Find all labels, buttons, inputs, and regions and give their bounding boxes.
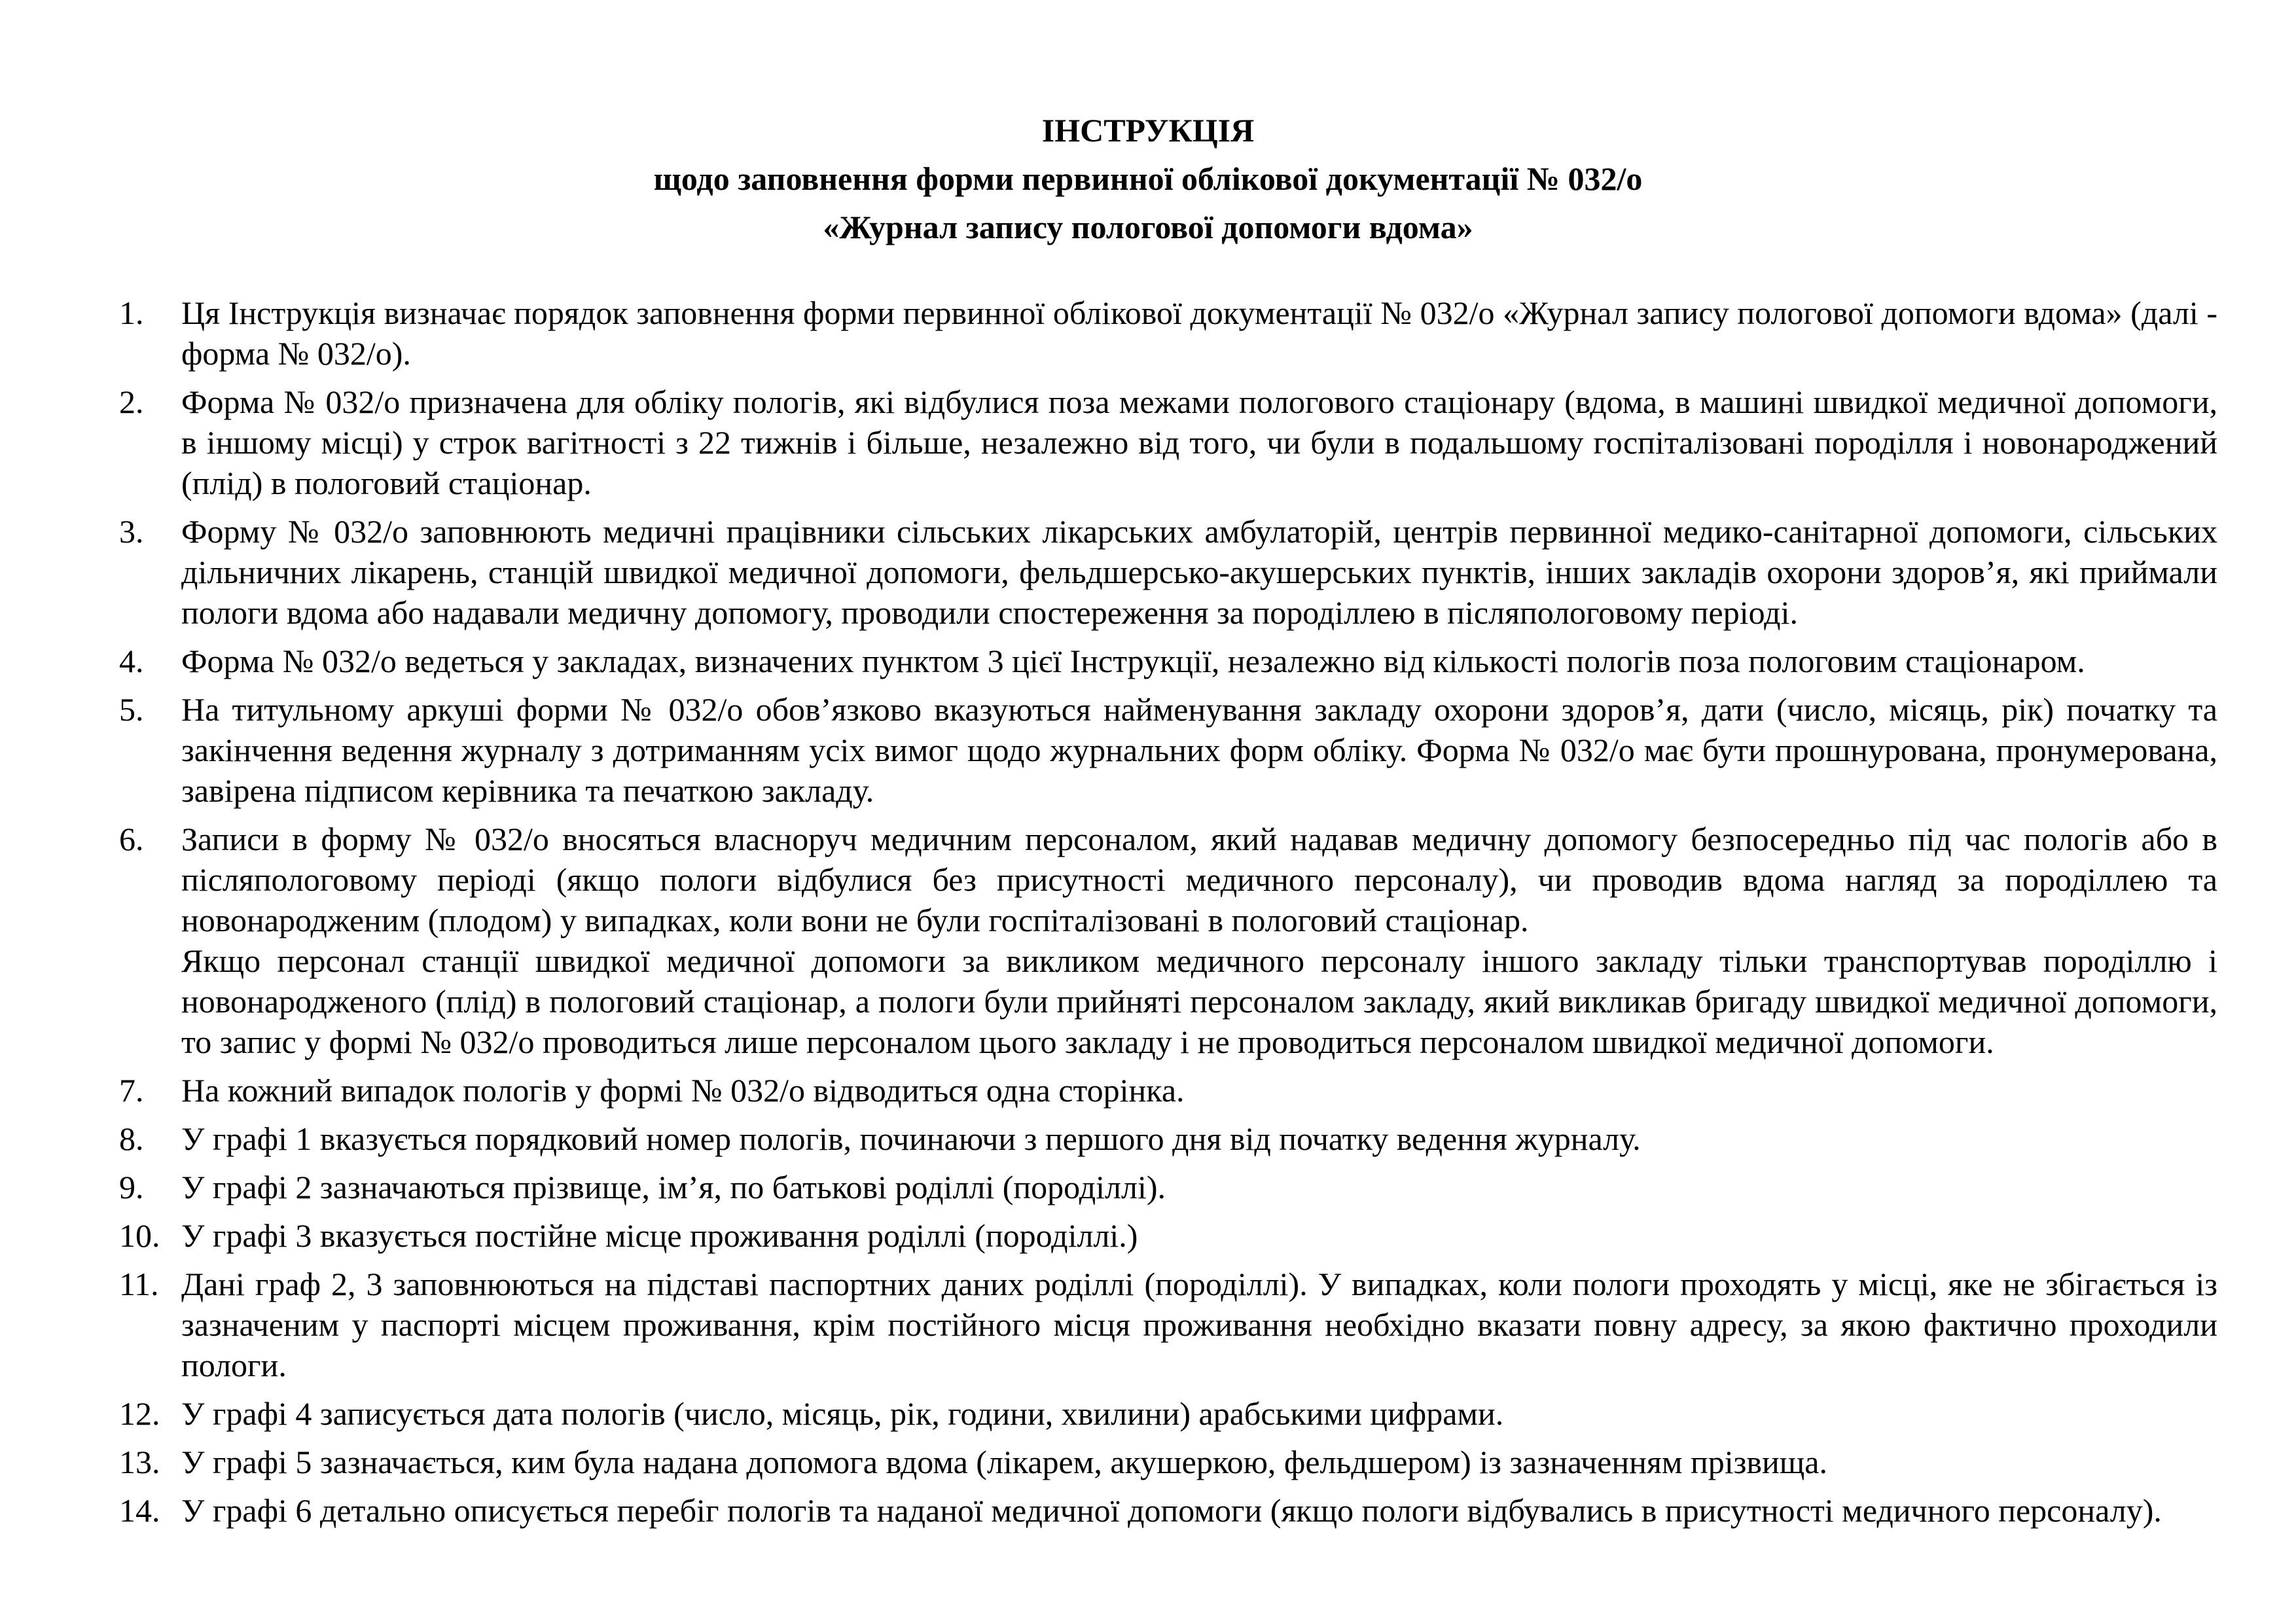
- item-body: [181, 1393, 2217, 1434]
- item-number: 3.: [119, 513, 144, 550]
- item-body: [181, 1215, 2217, 1256]
- item-body: [181, 1167, 2217, 1207]
- list-item: [119, 382, 2217, 503]
- title-line-1: ІНСТРУКЦІЯ: [1041, 112, 1255, 149]
- item-body: [181, 1490, 2217, 1531]
- list-item: [119, 1442, 2217, 1482]
- item-paragraph: На титульному аркуші форми № 032/о обов’язково вказуються найменування закладу охорони здоров’я, дати (число, місяць, рік) початку та закінчення ведення журналу з дотриманням усіх вимог щодо журнальних форм обліку. Форма № 032/о має бути прошнурована, пронумерована, завірена підписом керівника та печаткою закладу.: [181, 691, 2217, 809]
- item-number: 13.: [119, 1444, 160, 1480]
- item-paragraph: У графі 1 вказується порядковий номер пологів, починаючи з першого дня від початку ведення журналу.: [181, 1120, 1641, 1157]
- item-number: 1.: [119, 294, 144, 331]
- item-paragraph: На кожний випадок пологів у формі № 032/о відводиться одна сторінка.: [181, 1072, 1185, 1109]
- item-paragraph: У графі 4 записується дата пологів (число, місяць, рік, години, хвилини) арабськими цифрами.: [181, 1395, 1504, 1432]
- item-paragraph: У графі 2 зазначаються прізвище, ім’я, по батькові роділлі (породіллі).: [181, 1169, 1166, 1205]
- item-body: [181, 293, 2217, 374]
- item-body: [181, 382, 2217, 503]
- title-line-3: «Журнал запису пологової допомоги вдома»: [823, 209, 1473, 245]
- list-item: [119, 1070, 2217, 1111]
- list-item: [119, 1264, 2217, 1385]
- instruction-list: [119, 293, 2217, 1531]
- item-number: 2.: [119, 383, 144, 420]
- item-paragraph: У графі 6 детально описується перебіг пологів та наданої медичної допомоги (якщо пологи відбувались в присутності медичного персоналу).: [181, 1492, 2162, 1529]
- list-item: [119, 1167, 2217, 1207]
- item-number: 11.: [119, 1266, 159, 1302]
- item-body: [181, 1118, 2217, 1159]
- item-number: 12.: [119, 1395, 160, 1432]
- list-item: [119, 1490, 2217, 1531]
- item-number: 4.: [119, 643, 144, 679]
- list-item: [119, 689, 2217, 811]
- item-paragraph: Ця Інструкція визначає порядок заповнення форми первинної облікової документації № 032/о «Журнал запису пологової допомоги вдома» (далі - форма № 032/о).: [181, 294, 2217, 372]
- item-body: [181, 1442, 2217, 1482]
- item-body: [181, 511, 2217, 633]
- item-body: [181, 1264, 2217, 1385]
- list-item: [119, 1215, 2217, 1256]
- item-paragraph: Форма № 032/о призначена для обліку пологів, які відбулися поза межами пологового стаціонару (вдома, в машині швидкої медичної допомоги, в іншому місці) у строк вагітності з 22 тижнів і більше, незалежно від того, чи були в подальшому госпіталізовані породілля і новонароджений (плід) в пологовий стаціонар.: [181, 383, 2217, 501]
- list-item: [119, 1118, 2217, 1159]
- item-paragraph: Форма № 032/о ведеться у закладах, визначених пунктом 3 цієї Інструкції, незалежно від кількості пологів поза пологовим стаціонаром.: [181, 643, 2085, 679]
- title-line-2: щодо заповнення форми первинної облікової документації № 032/о: [653, 160, 1643, 197]
- list-item: [119, 293, 2217, 374]
- list-item: [119, 511, 2217, 633]
- item-paragraph: Якщо персонал станції швидкої медичної допомоги за викликом медичного персоналу іншого закладу тільки транспортував породіллю і новонародженого (плід) в пологовий стаціонар, а пологи були прийняті персоналом закладу, який викликав бригаду швидкої медичної допомоги, то запис у формі № 032/о проводиться лише персоналом цього закладу і не проводиться персоналом швидкої медичної допомоги.: [181, 942, 2217, 1060]
- document-title: [0, 106, 2296, 251]
- item-number: 5.: [119, 691, 144, 728]
- item-paragraph: Записи в форму № 032/о вносяться власноруч медичним персоналом, який надавав медичну допомогу безпосередньо під час пологів або в післяпологовому періоді (якщо пологи відбулися без присутності медичного персоналу), чи проводив вдома нагляд за породіллею та новонародженим (плодом) у випадках, коли вони не були госпіталізовані в пологовий стаціонар.: [181, 821, 2217, 938]
- list-item: [119, 1393, 2217, 1434]
- item-number: 10.: [119, 1217, 160, 1254]
- item-number: 14.: [119, 1492, 160, 1529]
- item-number: 6.: [119, 821, 144, 857]
- item-number: 9.: [119, 1169, 144, 1205]
- item-paragraph: У графі 3 вказується постійне місце проживання роділлі (породіллі.): [181, 1217, 1138, 1254]
- item-paragraph: Форму № 032/о заповнюють медичні працівники сільських лікарських амбулаторій, центрів первинної медико-санітарної допомоги, сільських дільничних лікарень, станцій швидкої медичної допомоги, фельдшерсько-акушерських пунктів, інших закладів охорони здоров’я, які приймали пологи вдома або надавали медичну допомогу, проводили спостереження за породіллею в післяпологовому періоді.: [181, 513, 2217, 631]
- item-number: 8.: [119, 1120, 144, 1157]
- item-number: 7.: [119, 1072, 144, 1109]
- item-paragraph: У графі 5 зазначається, ким була надана допомога вдома (лікарем, акушеркою, фельдшером) із зазначенням прізвища.: [181, 1444, 1827, 1480]
- item-body: [181, 641, 2217, 681]
- item-body: [181, 689, 2217, 811]
- list-item: [119, 819, 2217, 1062]
- list-item: [119, 641, 2217, 681]
- item-paragraph: Дані граф 2, 3 заповнюються на підставі паспортних даних роділлі (породіллі). У випадках, коли пологи проходять у місці, яке не збігається із зазначеним у паспорті місцем проживання, крім постійного місця проживання необхідно вказати повну адресу, за якою фактично проходили пологи.: [181, 1266, 2217, 1383]
- item-body: [181, 819, 2217, 1062]
- item-body: [181, 1070, 2217, 1111]
